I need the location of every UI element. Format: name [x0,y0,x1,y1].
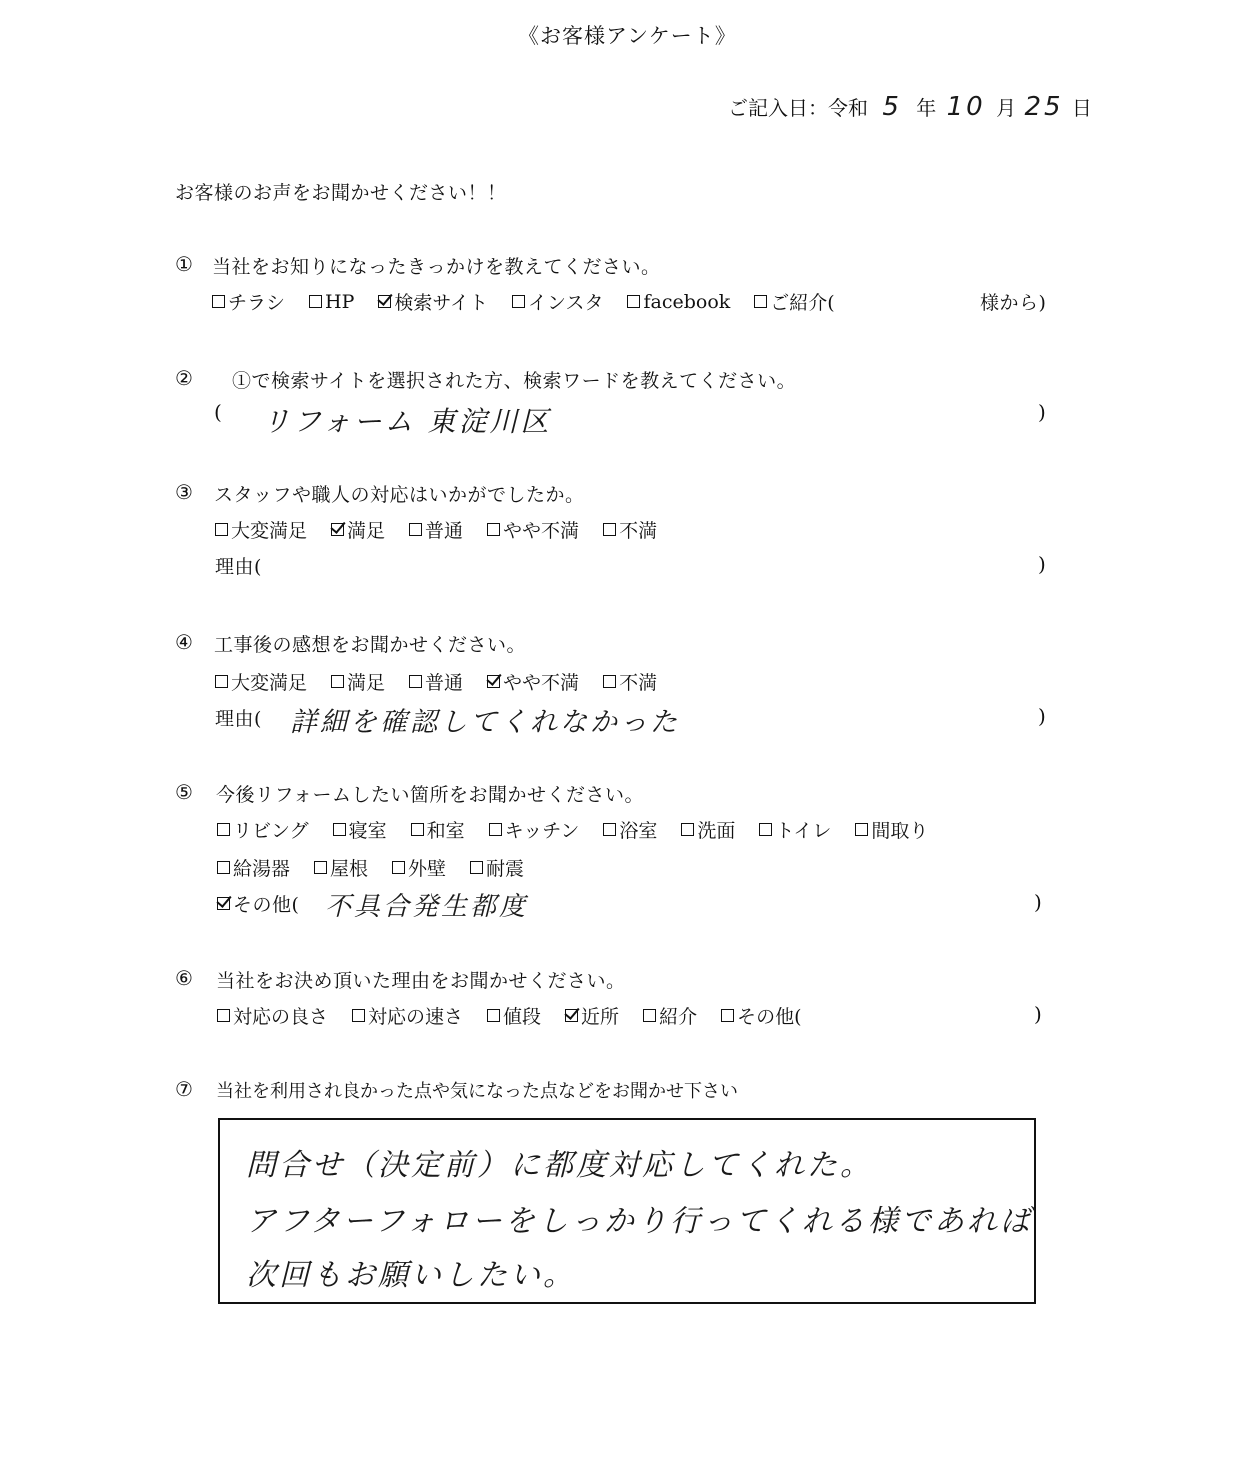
q7-number: ⑦ [175,1077,193,1101]
checkbox[interactable] [603,675,616,688]
q6-option-price[interactable]: 値段 [487,1002,541,1029]
q3-number: ③ [175,480,193,504]
date-year-unit: 年 [916,96,937,120]
q3-option-dissatisfied[interactable]: 不満 [603,516,657,543]
checkbox-checked[interactable] [565,1009,578,1022]
q5-option-layout[interactable]: 間取り [855,816,928,843]
q4-number: ④ [175,630,193,654]
q5-option-japanese-room[interactable]: 和室 [411,816,465,843]
date-year[interactable]: 5 [882,92,902,122]
entry-date [728,92,1092,122]
checkbox[interactable] [470,861,483,874]
q4-option-somewhat-dissatisfied[interactable]: やや不満 [487,668,579,695]
q5-number: ⑤ [175,780,193,804]
q1-question: 当社をお知りになったきっかけを教えてください。 [212,256,661,278]
checkbox[interactable] [212,295,225,308]
checkbox[interactable] [331,675,344,688]
q4-reason-text[interactable]: 詳細を確認してくれなかった [290,707,680,738]
checkbox[interactable] [314,861,327,874]
q6-number: ⑥ [175,966,193,990]
q6-option-good-service[interactable]: 対応の良さ [217,1002,328,1029]
checkbox[interactable] [603,823,616,836]
checkbox[interactable] [759,823,772,836]
q5-question: 今後リフォームしたい箇所をお聞かせください。 [216,784,645,806]
q1-option-search-site[interactable]: 検索サイト [378,288,488,315]
checkbox[interactable] [681,823,694,836]
q1-option-flyer[interactable]: チラシ [212,288,285,315]
q5-options-row1 [217,816,928,843]
q4-question: 工事後の感想をお聞かせください。 [214,634,527,656]
q1-option-facebook[interactable]: facebook [627,291,730,313]
date-month-unit: 月 [996,96,1017,120]
q5-option-exterior-wall[interactable]: 外壁 [392,854,446,881]
q2-question: ①で検索サイトを選択された方、検索ワードを教えてください。 [232,370,797,392]
checkbox[interactable] [217,861,230,874]
q5-option-bedroom[interactable]: 寝室 [333,816,387,843]
q1-option-instagram[interactable]: インスタ [512,288,603,315]
q5-option-kitchen[interactable]: キッチン [489,816,580,843]
checkbox[interactable] [309,295,322,308]
q4-option-neutral[interactable]: 普通 [409,668,463,695]
q5-other[interactable] [217,890,299,917]
checkbox[interactable] [487,1009,500,1022]
checkbox[interactable] [512,295,525,308]
q3-reason-label: 理由( [215,556,262,578]
q1-number: ① [175,252,193,276]
checkbox[interactable] [409,675,422,688]
date-day-unit: 日 [1071,96,1092,120]
q6-option-referral[interactable]: 紹介 [643,1002,697,1029]
q1-referral-suffix: 様から) [980,292,1047,314]
date-label: ご記入日：令和 [728,96,868,120]
q1-option-referral[interactable]: ご紹介( [754,288,834,315]
q3-option-very-satisfied[interactable]: 大変満足 [215,516,307,543]
checkbox[interactable] [487,523,500,536]
checkbox-checked[interactable] [217,897,230,910]
q5-close-paren: ) [1034,890,1042,914]
checkbox[interactable] [215,523,228,536]
q6-option-nearby[interactable]: 近所 [565,1002,619,1029]
q7-question: 当社を利用され良かった点や気になった点などをお聞かせ下さい [216,1081,738,1102]
q6-options [217,1002,802,1029]
q3-option-somewhat-dissatisfied[interactable]: やや不満 [487,516,579,543]
checkbox[interactable] [392,861,405,874]
checkbox[interactable] [627,295,640,308]
q4-close-paren: ) [1038,704,1046,728]
checkbox-checked[interactable] [487,675,500,688]
q2-search-word[interactable]: リフォーム 東淀川区 [262,405,552,438]
comment-line-2: アフターフォローをしっかり行ってくれる様であれば [246,1204,1033,1239]
q4-options [215,668,681,695]
intro-text: お客様のお声をお聞かせください！！ [175,182,507,204]
q3-options [215,516,681,543]
survey-title: 《お客様アンケート》 [518,24,737,48]
q5-option-washroom[interactable]: 洗面 [681,816,735,843]
checkbox[interactable] [643,1009,656,1022]
q4-option-dissatisfied[interactable]: 不満 [603,668,657,695]
q5-option-water-heater[interactable]: 給湯器 [217,854,290,881]
checkbox-checked[interactable] [331,523,344,536]
q5-option-bathroom[interactable]: 浴室 [603,816,657,843]
checkbox[interactable] [217,823,230,836]
q2-open-paren: ( [214,400,222,424]
date-day[interactable]: 25 [1024,92,1064,122]
q5-other-label: その他( [233,894,300,916]
q3-option-satisfied[interactable]: 満足 [331,516,385,543]
checkbox[interactable] [409,523,422,536]
checkbox[interactable] [489,823,502,836]
q1-option-hp[interactable]: HP [309,291,354,313]
q4-option-very-satisfied[interactable]: 大変満足 [215,668,307,695]
checkbox[interactable] [217,1009,230,1022]
checkbox[interactable] [411,823,424,836]
comment-line-3: 次回もお願いしたい。 [246,1258,576,1293]
checkbox[interactable] [754,295,767,308]
q4-option-satisfied[interactable]: 満足 [331,668,385,695]
checkbox[interactable] [333,823,346,836]
checkbox[interactable] [603,523,616,536]
q6-option-fast-service[interactable]: 対応の速さ [352,1002,463,1029]
q5-option-seismic[interactable]: 耐震 [470,854,524,881]
q5-option-toilet[interactable]: トイレ [759,816,831,843]
q6-option-other[interactable]: その他( [721,1002,801,1029]
date-month[interactable]: 10 [946,92,986,122]
q6-question: 当社をお決め頂いた理由をお聞かせください。 [216,970,626,992]
q5-other-text[interactable]: 不具合発生都度 [325,892,529,922]
q6-close-paren: ) [1034,1002,1042,1026]
q5-option-roof[interactable]: 屋根 [314,854,368,881]
q2-number: ② [175,366,193,390]
q1-options [212,288,1062,315]
checkbox[interactable] [215,675,228,688]
q2-close-paren: ) [1038,400,1046,424]
q5-option-living[interactable]: リビング [217,816,309,843]
comment-box[interactable] [218,1118,1036,1304]
checkbox[interactable] [855,823,868,836]
q3-question: スタッフや職人の対応はいかがでしたか。 [214,484,585,506]
checkbox[interactable] [352,1009,365,1022]
checkbox[interactable] [721,1009,734,1022]
q5-options-row2 [217,854,548,881]
comment-line-1: 問合せ（決定前）に都度対応してくれた。 [246,1148,873,1183]
q3-close-paren: ) [1038,552,1046,576]
checkbox-checked[interactable] [378,295,391,308]
q3-option-neutral[interactable]: 普通 [409,516,463,543]
q4-reason-label: 理由( [215,708,262,730]
